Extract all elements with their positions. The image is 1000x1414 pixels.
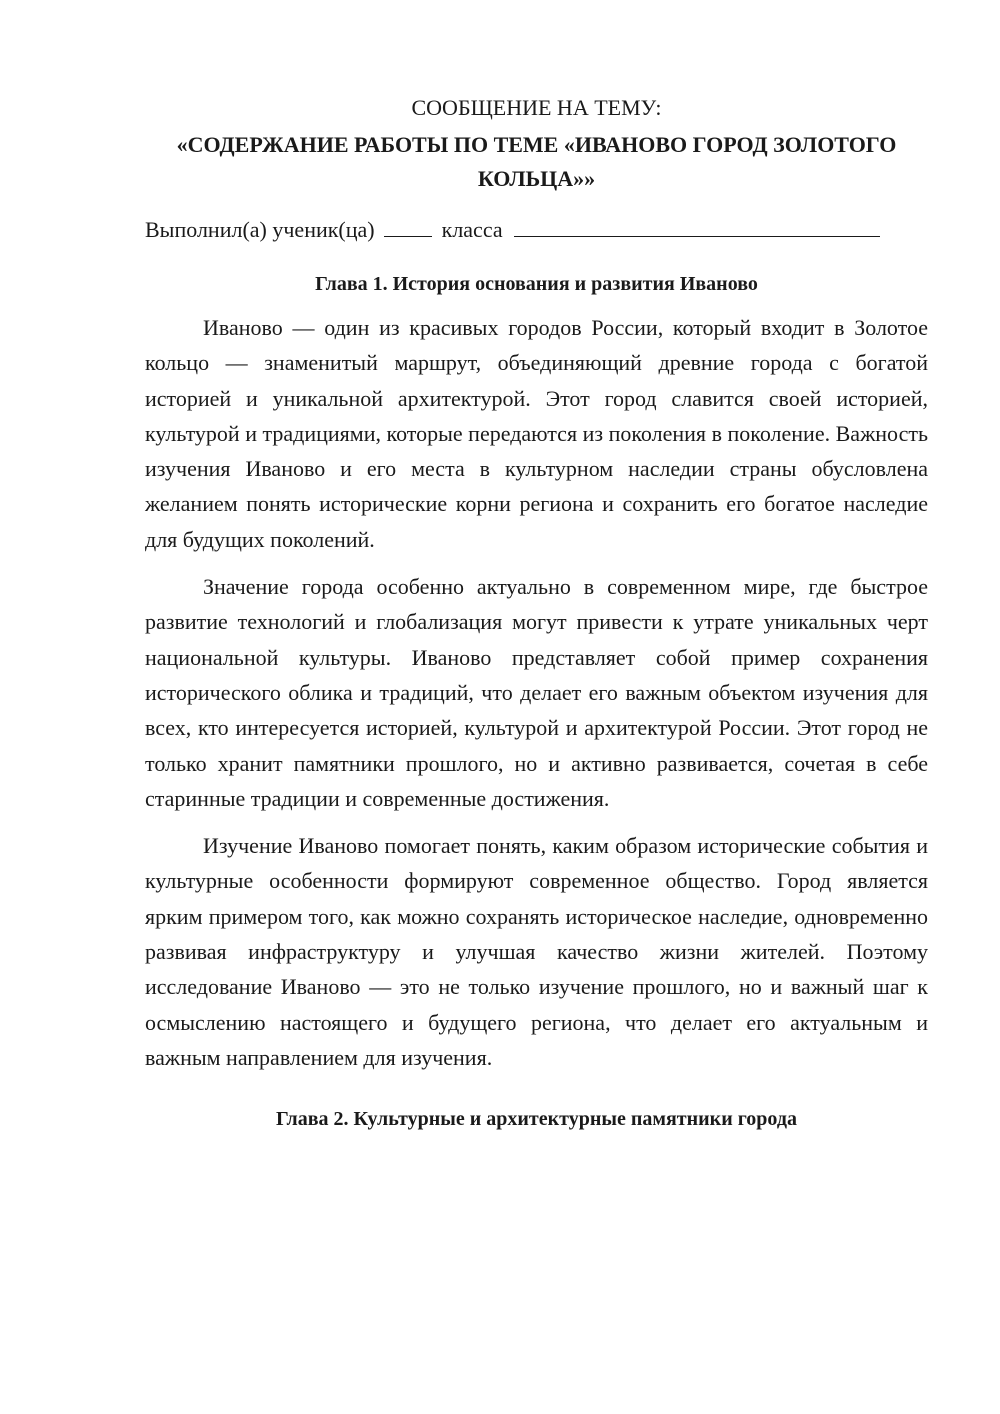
class-blank-line <box>384 214 432 237</box>
document-title: «СОДЕРЖАНИЕ РАБОТЫ ПО ТЕМЕ «ИВАНОВО ГОРОД ЗОЛОТОГО КОЛЬЦА»» <box>176 132 897 191</box>
signature-line <box>145 214 928 246</box>
chapter-1-paragraph-2: Значение города особенно актуально в современном мире, где быстрое развитие технологий и глобализация могут привести к утрате уникальных черт национальной культуры. Иваново представляет собой пример сохранения исторического облика и традиций, что делает его важным объектом изучения для всех, кто интересуется историей, культурой и архитектурой России. Этот город не только хранит памятники прошлого, но и активно развивается, сочетая в себе старинные традиции и современные достижения. <box>145 574 928 811</box>
signature-class-label: класса <box>441 217 503 242</box>
document-header: СООБЩЕНИЕ НА ТЕМУ: <box>411 95 662 120</box>
chapter-2-heading: Глава 2. Культурные и архитектурные памятники города <box>276 1108 797 1131</box>
chapter-1-paragraph-1: Иваново — один из красивых городов России, который входит в Золотое кольцо — знаменитый маршрут, объединяющий древние города с богатой историей и уникальной архитектурой. Этот город славится своей историей, культурой и традициями, которые передаются из поколения в поколение. Важность изучения Иваново и его места в культурном наследии страны обусловлена желанием понять исторические корни региона и сохранить его богатое наследие для будущих поколений. <box>145 315 928 552</box>
name-blank-line <box>514 214 880 237</box>
chapter-1-paragraph-3: Изучение Иваново помогает понять, каким образом исторические события и культурные особенности формируют современное общество. Город является ярким примером того, как можно сохранять историческое наследие, одновременно развивая инфраструктуру и улучшая качество жизни жителей. Поэтому исследование Иваново — это не только изучение прошлого, но и важный шаг к осмыслению настоящего и будущего региона, что делает его актуальным и важным направлением для изучения. <box>145 833 928 1070</box>
chapter-1-heading: Глава 1. История основания и развития Иваново <box>315 273 758 295</box>
signature-prefix: Выполнил(а) ученик(ца) <box>145 217 375 242</box>
document-page <box>145 92 928 1145</box>
